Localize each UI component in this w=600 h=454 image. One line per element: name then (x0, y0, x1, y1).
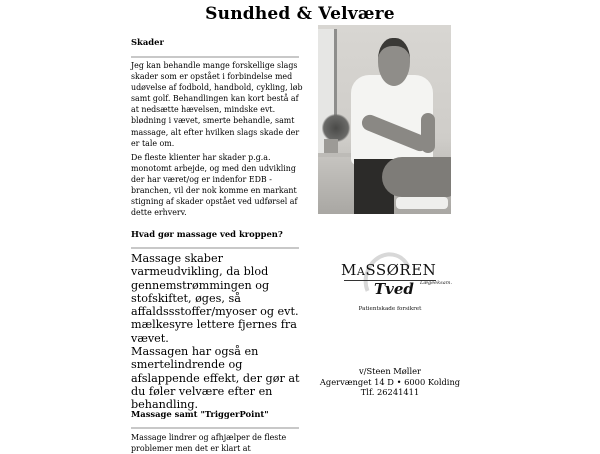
section-divider (131, 56, 299, 58)
photo-towel (396, 197, 448, 209)
contact-phone: Tlf. 26241411 (360, 387, 420, 397)
paragraph-massage-effect (131, 252, 306, 412)
section-heading-triggerpoint: Massage samt "TriggerPoint" (131, 409, 269, 419)
massoren-tved-logo (340, 250, 453, 302)
contact-name: v/Steen Møller (359, 366, 421, 376)
photo-masseur-head (378, 38, 410, 86)
logo-caption: Patientskade forsikret (358, 306, 422, 312)
logo-letters-ssoren: SSØREN (365, 261, 437, 279)
logo-tagline: Lægeeksam. (420, 280, 453, 286)
logo-wordmark (341, 261, 441, 279)
logo-letter-m: M (341, 261, 357, 279)
section-divider (131, 427, 299, 429)
logo-swash-icon (356, 245, 420, 312)
paragraph-skader-2: De fleste klienter har skader p.g.a. monotomt arbejde, og med den udvikling der har været/og er indenfor EDB - branchen, vil der nok komme en markant stigning af skader opstået ved udførsel af dette erhverv. (131, 153, 298, 218)
section-divider (131, 247, 299, 249)
logo-letter-a: A (356, 265, 366, 278)
page-title: Sundhed & Velvære (205, 4, 395, 24)
photo-patient (382, 157, 451, 197)
contact-block (300, 366, 480, 398)
paragraph-massage-effect-1: Massage skaber varmeudvikling, da blod gennemstrømmingen og stofskiftet, øges, så affaldssstoffer/myoser og evt. mælkesyre lettere fjernes fra vævet. (131, 252, 299, 345)
photo-masseur-arm (421, 113, 435, 153)
logo-tved: Tved (374, 280, 414, 298)
contact-address: Agervænget 14 D • 6000 Kolding (319, 376, 461, 387)
section-heading-massage-effect: Hvad gør massage ved kroppen? (131, 229, 283, 239)
paragraph-skader-1: Jeg kan behandle mange forskellige slags skader som er opstået i forbindelse med udøvelse af fodbold, handbold, cykling, løb samt golf. Behandlingen kan kort bestå af at nedsætte hævelsen, mindske evt. blødning i vævet, smerte behandle, samt massage, alt efter hvilken slags skade der er tale om. (131, 61, 303, 148)
paragraph-triggerpoint: Massage lindrer og afhjælper de fleste problemer men det er klart at (131, 433, 287, 454)
section-heading-skader: Skader (131, 37, 164, 47)
paragraph-massage-effect-2: Massagen har også en smertelindrende og afslappende effekt, der gør at du føler velvære efter en behandling. (131, 345, 300, 412)
massage-photo (318, 25, 451, 214)
